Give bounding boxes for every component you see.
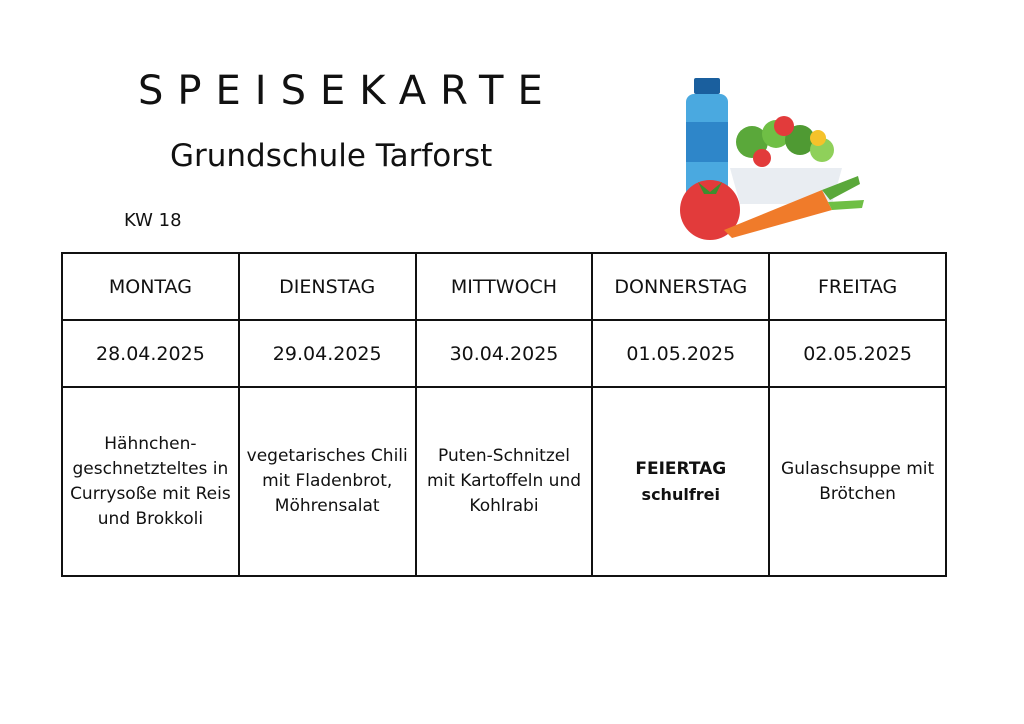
weekly-menu-table	[61, 252, 947, 577]
weekday-row	[62, 253, 946, 320]
meal-cell: Gulaschsuppe mit Brötchen	[769, 387, 946, 576]
day-header: MITTWOCH	[416, 253, 593, 320]
calendar-week: KW 18	[124, 210, 182, 231]
day-header: FREITAG	[769, 253, 946, 320]
menu-title: SPEISEKARTE	[138, 68, 557, 114]
date-cell: 28.04.2025	[62, 320, 239, 387]
meal-cell: Puten-Schnitzel mit Kartoffeln und Kohlrabi	[416, 387, 593, 576]
holiday-subtitle: schulfrei	[641, 484, 721, 504]
day-header: DONNERSTAG	[592, 253, 769, 320]
school-name: Grundschule Tarforst	[170, 138, 493, 174]
date-cell: 30.04.2025	[416, 320, 593, 387]
bottle-cap-icon	[694, 78, 720, 94]
holiday-title: FEIERTAG	[635, 458, 727, 479]
food-drink-illustration-icon	[672, 72, 872, 242]
meal-row	[62, 387, 946, 576]
meal-cell: Hähnchen-geschnetzteltes in Currysoße mit Reis und Brokkoli	[62, 387, 239, 576]
date-cell: 29.04.2025	[239, 320, 416, 387]
date-row	[62, 320, 946, 387]
day-header: DIENSTAG	[239, 253, 416, 320]
holiday-cell	[592, 387, 769, 576]
date-cell: 01.05.2025	[592, 320, 769, 387]
meal-cell: vegetarisches Chili mit Fladenbrot, Möhrensalat	[239, 387, 416, 576]
date-cell: 02.05.2025	[769, 320, 946, 387]
day-header: MONTAG	[62, 253, 239, 320]
